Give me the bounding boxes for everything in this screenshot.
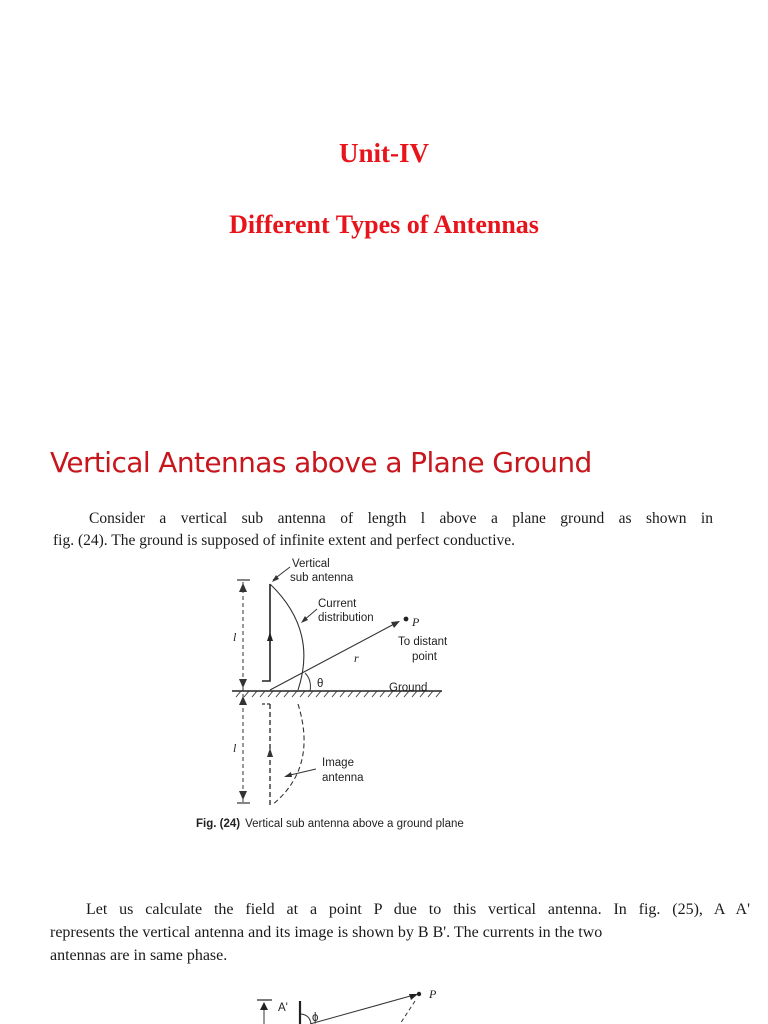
label-length-bottom: l [233, 741, 237, 755]
label-p: P [412, 615, 420, 629]
label-image: Image [322, 757, 354, 769]
calc-line-2: represents the vertical antenna and its image is shown by B B'. The currents in the two [50, 924, 603, 941]
intro-line-2: fig. (24). The ground is supposed of infinite extent and perfect conductive. [53, 532, 516, 549]
label-phi: ϕ [312, 1012, 319, 1024]
label-distribution: distribution [318, 612, 374, 624]
caption-text: Vertical sub antenna above a ground plane [245, 818, 464, 830]
label-vertical: Vertical [292, 558, 330, 570]
label-length-top: l [233, 630, 237, 644]
calculation-paragraph [50, 898, 750, 967]
figure-24-caption [196, 818, 464, 830]
label-current: Current [318, 598, 357, 610]
label-to-distant: To distant [398, 636, 448, 648]
label-sub-antenna: sub antenna [290, 572, 354, 584]
intro-line-1: Consider a vertical sub antenna of length l above a plane ground as shown in [89, 510, 713, 527]
label-a-prime: A' [278, 1002, 288, 1014]
label-point: point [412, 651, 437, 663]
label-r: r [354, 651, 359, 665]
section-heading: Vertical Antennas above a Plane Ground [50, 446, 592, 479]
caption-number: Fig. (24) [196, 818, 241, 830]
label-p-fig25: P [429, 987, 437, 1001]
calc-line-1: Let us calculate the field at a point P due to this vertical antenna. In fig. (25), A A' [86, 901, 750, 918]
label-theta: θ [317, 678, 324, 690]
unit-title: Unit-IV [338, 138, 429, 168]
label-image-antenna: antenna [322, 772, 364, 784]
calc-line-3: antennas are in same phase. [50, 947, 228, 964]
subject-title: Different Types of Antennas [229, 210, 539, 239]
label-ground: Ground [389, 682, 428, 694]
